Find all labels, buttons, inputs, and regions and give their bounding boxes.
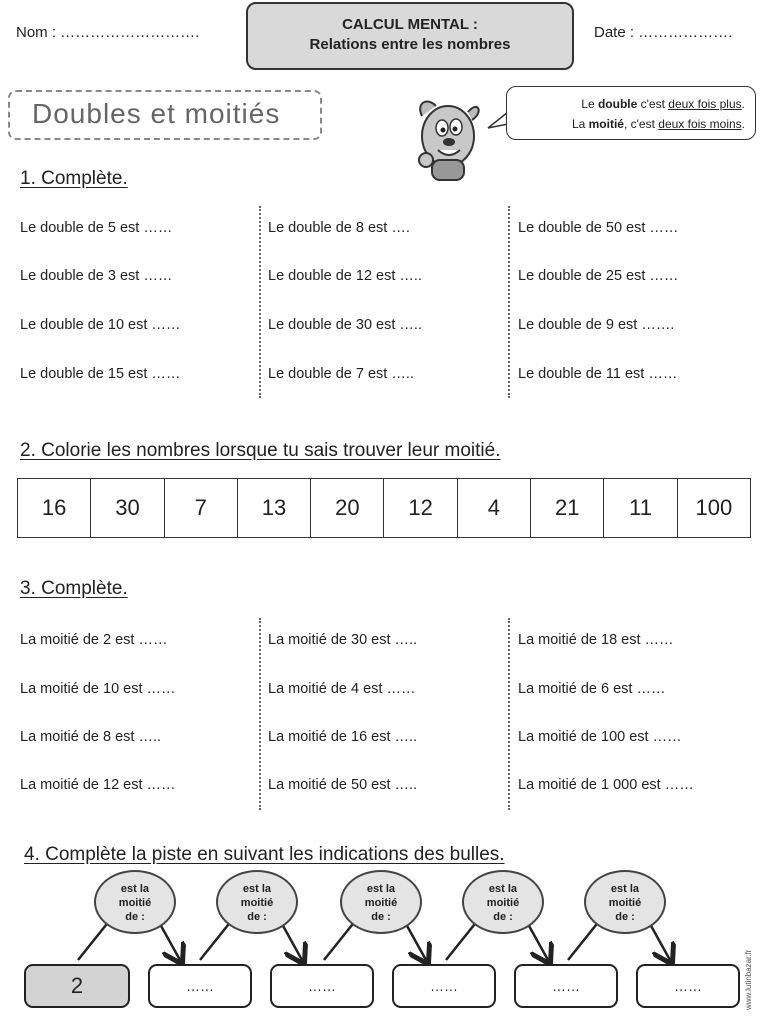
track-answer-box[interactable]: …… bbox=[270, 964, 374, 1008]
bubble-text: Le bbox=[581, 97, 598, 111]
bubble-text: . bbox=[741, 117, 745, 131]
arrow-down-right-icon bbox=[282, 924, 302, 960]
hint-text: de : bbox=[493, 911, 513, 923]
arrow-down-right-icon bbox=[406, 924, 426, 960]
arrow-down-right-icon bbox=[650, 924, 670, 960]
exercise-item: Le double de 11 est …… bbox=[518, 366, 678, 382]
hint-text: de : bbox=[615, 911, 635, 923]
track-answer-box[interactable]: …… bbox=[148, 964, 252, 1008]
exercise-item: La moitié de 1 000 est …… bbox=[518, 777, 694, 793]
number-cell[interactable]: 4 bbox=[457, 479, 530, 538]
section-title: Doubles et moitiés bbox=[32, 98, 281, 129]
number-cell[interactable]: 13 bbox=[237, 479, 310, 538]
hint-text: est la bbox=[610, 883, 640, 895]
exercise-2-title: 2. Colorie les nombres lorsque tu sais trouver leur moitié. bbox=[20, 440, 501, 461]
connector-line bbox=[200, 920, 232, 960]
exercise-item: Le double de 12 est ….. bbox=[268, 268, 422, 284]
exercise-1-title: 1. Complète. bbox=[20, 168, 128, 189]
exercise-3-title: 3. Complète. bbox=[20, 578, 128, 599]
exercise-item: Le double de 9 est ……. bbox=[518, 317, 675, 333]
number-cell[interactable]: 20 bbox=[311, 479, 384, 538]
exercise-item: Le double de 25 est …… bbox=[518, 268, 679, 284]
bubble-text: c'est bbox=[637, 97, 669, 111]
hint-text: moitié bbox=[118, 897, 152, 909]
exercise-4-title: 4. Complète la piste en suivant les indications des bulles. bbox=[24, 844, 505, 865]
exercise-item: Le double de 3 est …… bbox=[20, 268, 173, 284]
exercise-item: La moitié de 16 est ….. bbox=[268, 729, 418, 745]
hint-text: est la bbox=[242, 883, 272, 895]
exercise-item: La moitié de 18 est …… bbox=[518, 632, 674, 648]
connector-line bbox=[78, 920, 110, 960]
exercise-item: Le double de 8 est …. bbox=[268, 220, 410, 236]
exercise-item: La moitié de 2 est …… bbox=[20, 632, 168, 648]
bubble-text: . bbox=[741, 97, 745, 111]
number-cell[interactable]: 16 bbox=[18, 479, 91, 538]
connector-line bbox=[324, 920, 356, 960]
number-cell[interactable]: 100 bbox=[677, 479, 750, 538]
exercise-item: La moitié de 100 est …… bbox=[518, 729, 682, 745]
connector-line bbox=[446, 920, 478, 960]
date-field: Date : ………………. bbox=[594, 24, 733, 41]
hint-text: moitié bbox=[364, 897, 398, 909]
exercise-item: Le double de 15 est …… bbox=[20, 366, 181, 382]
bubble-text: La bbox=[571, 117, 589, 131]
exercise-item: La moitié de 10 est …… bbox=[20, 681, 176, 697]
track-answer-box[interactable]: …… bbox=[636, 964, 740, 1008]
exercise-item: Le double de 50 est …… bbox=[518, 220, 679, 236]
track-answer-box[interactable]: …… bbox=[392, 964, 496, 1008]
exercise-item: Le double de 30 est ….. bbox=[268, 317, 422, 333]
connector-line bbox=[568, 920, 600, 960]
hint-text: moitié bbox=[240, 897, 274, 909]
exercise-item: La moitié de 8 est ….. bbox=[20, 729, 162, 745]
exercise-item: Le double de 10 est …… bbox=[20, 317, 181, 333]
number-cell[interactable]: 12 bbox=[384, 479, 457, 538]
title-line-1: CALCUL MENTAL : bbox=[342, 16, 478, 33]
title-line-2: Relations entre les nombres bbox=[309, 36, 511, 53]
hint-text: est la bbox=[120, 883, 150, 895]
number-cell[interactable]: 7 bbox=[164, 479, 237, 538]
number-cell[interactable]: 11 bbox=[604, 479, 677, 538]
bubble-text: double bbox=[597, 97, 638, 111]
hint-bubble bbox=[216, 870, 298, 934]
exercise-item: La moitié de 12 est …… bbox=[20, 777, 176, 793]
exercise-item: La moitié de 30 est ….. bbox=[268, 632, 418, 648]
arrow-down-right-icon bbox=[528, 924, 548, 960]
bubble-text: deux fois moins bbox=[658, 117, 742, 131]
hint-text: de : bbox=[125, 911, 145, 923]
site-credit: www.lutinbazar.fr bbox=[744, 949, 753, 1010]
track-answer-box[interactable]: …… bbox=[514, 964, 618, 1008]
hint-bubble bbox=[94, 870, 176, 934]
exercise-item: Le double de 5 est …… bbox=[20, 220, 173, 236]
number-cell[interactable]: 30 bbox=[91, 479, 164, 538]
hint-text: moitié bbox=[608, 897, 642, 909]
hint-text: est la bbox=[488, 883, 518, 895]
exercise-item: La moitié de 4 est …… bbox=[268, 681, 416, 697]
hint-bubble bbox=[462, 870, 544, 934]
exercise-item: La moitié de 50 est ….. bbox=[268, 777, 418, 793]
hint-bubble bbox=[340, 870, 422, 934]
bubble-text: moitié bbox=[588, 117, 624, 131]
hint-bubble bbox=[584, 870, 666, 934]
exercise-item: Le double de 7 est ….. bbox=[268, 366, 414, 382]
bubble-text: , c'est bbox=[623, 117, 659, 131]
hint-text: est la bbox=[366, 883, 396, 895]
arrow-down-right-icon bbox=[160, 924, 180, 960]
hint-text: moitié bbox=[486, 897, 520, 909]
bubble-text: deux fois plus bbox=[668, 97, 742, 111]
name-field: Nom : ………………………. bbox=[16, 24, 200, 41]
hint-text: de : bbox=[247, 911, 267, 923]
exercise-item: La moitié de 6 est …… bbox=[518, 681, 666, 697]
hint-text: de : bbox=[371, 911, 391, 923]
number-cell[interactable]: 21 bbox=[531, 479, 604, 538]
track-start-box: 2 bbox=[24, 964, 130, 1008]
